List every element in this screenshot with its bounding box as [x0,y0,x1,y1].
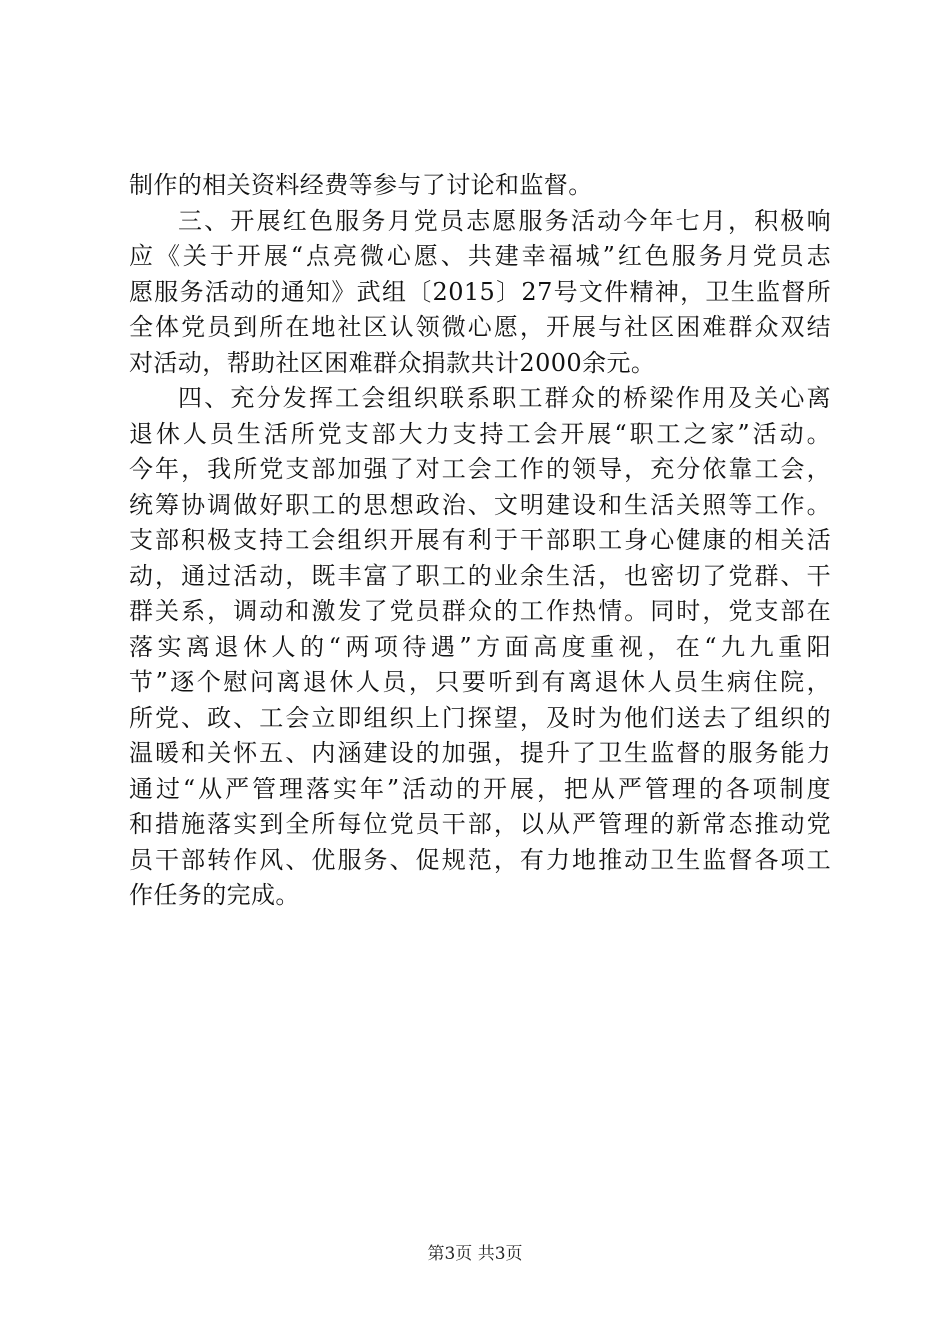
text-line: 群关系，调动和激发了党员群众的工作热情。同时，党支部在 [129,597,831,625]
page-footer: 第3页 共3页 [427,1244,523,1264]
text-line: 动，通过活动，既丰富了职工的业余生活，也密切了党群、干 [129,561,831,590]
text-line: 今年，我所党支部加强了对工会工作的领导，充分依靠工会， [129,455,831,483]
text-line: 统筹协调做好职工的思想政治、文明建设和生活关照等工作。 [129,490,831,519]
text-line: 退休人员生活所党支部大力支持工会开展“职工之家”活动。 [129,419,831,448]
text-line: 落实离退休人的“两项待遇”方面高度重视，在“九九重阳 [129,632,831,661]
text-line: 三、开展红色服务月党员志愿服务活动今年七月，积极响 [178,206,831,235]
text-line: 和措施落实到全所每位党员干部，以从严管理的新常态推动党 [129,810,831,838]
text-line: 节”逐个慰问离退休人员，只要听到有离退休人员生病住院， [129,668,831,696]
document-body [129,168,831,914]
text-line: 温暖和关怀五、内涵建设的加强，提升了卫生监督的服务能力 [129,739,831,767]
text-line: 全体党员到所在地社区认领微心愿，开展与社区困难群众双结 [129,313,831,341]
text-line: 作任务的完成。 [129,881,300,909]
text-line: 愿服务活动的通知》武组〔2015〕27号文件精神，卫生监督所 [129,277,831,306]
text-line: 所党、政、工会立即组织上门探望，及时为他们送去了组织的 [129,703,831,732]
text-line: 四、充分发挥工会组织联系职工群众的桥梁作用及关心离 [178,384,831,412]
text-line: 员干部转作风、优服务、促规范，有力地推动卫生监督各项工 [129,845,831,874]
text-line: 应《关于开展“点亮微心愿、共建幸福城”红色服务月党员志 [129,242,831,270]
text-line: 对活动，帮助社区困难群众捐款共计2000余元。 [129,348,656,377]
text-line: 支部积极支持工会组织开展有利于干部职工身心健康的相关活 [129,526,831,554]
text-line: 制作的相关资料经费等参与了讨论和监督。 [129,171,593,199]
text-line: 通过“从严管理落实年”活动的开展，把从严管理的各项制度 [129,774,831,803]
